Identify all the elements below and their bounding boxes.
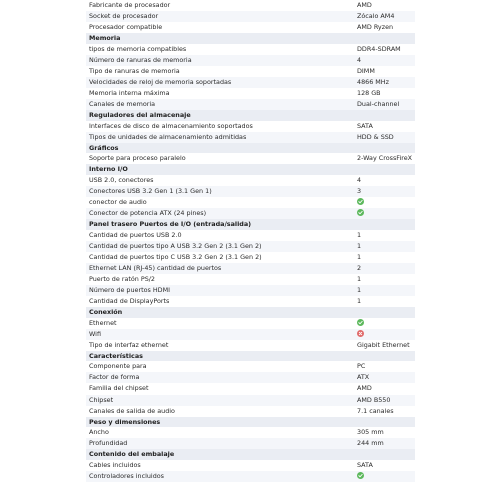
spec-label: Conectores USB 3.2 Gen 1 (3.1 Gen 1) <box>89 186 212 195</box>
spec-value: 1 <box>357 297 362 305</box>
spec-label: Tipo de interfaz ethernet <box>89 340 169 349</box>
spec-value <box>357 329 415 340</box>
spec-value: 305 mm <box>357 428 384 437</box>
spec-value: AMD Ryzen <box>357 23 394 32</box>
check-icon <box>357 472 364 479</box>
spec-value <box>357 318 415 329</box>
spec-row <box>86 361 415 372</box>
spec-label: Cantidad de puertos tipo C USB 3.2 Gen 2 (3.1 Gen 2) <box>89 252 262 261</box>
spec-value: AMD <box>357 384 372 393</box>
spec-label: Ethernet LAN (RJ-45) cantidad de puertos <box>89 263 222 272</box>
spec-row <box>86 11 415 22</box>
spec-value: SATA <box>357 460 373 469</box>
spec-row <box>86 153 415 164</box>
spec-value: AMD <box>357 1 372 9</box>
check-icon <box>357 209 364 216</box>
spec-value <box>357 208 415 219</box>
section-header: Peso y dimensiones <box>86 417 415 428</box>
spec-row <box>86 22 415 33</box>
check-icon <box>357 319 364 326</box>
spec-label: Canales de salida de audio <box>89 406 175 415</box>
spec-row <box>86 208 415 219</box>
spec-value: 1 <box>357 230 362 239</box>
spec-value: 7.1 canales <box>357 406 394 415</box>
spec-row <box>86 438 415 449</box>
spec-label: Controladores incluidos <box>89 471 164 480</box>
spec-label: Memoria interna máxima <box>89 88 170 97</box>
section-header: Memoria <box>86 33 415 44</box>
spec-value: PC <box>357 362 366 371</box>
spec-value: 4 <box>357 55 362 64</box>
spec-row <box>86 230 415 241</box>
spec-row <box>86 340 415 351</box>
spec-value: SATA <box>357 121 373 130</box>
spec-table <box>86 0 415 482</box>
spec-value: Gigabit Ethernet <box>357 340 410 349</box>
spec-row <box>86 427 415 438</box>
spec-label: Canales de memoria <box>89 99 156 108</box>
spec-label: Ethernet <box>89 318 117 327</box>
spec-label: Número de puertos HDMI <box>89 285 171 294</box>
spec-value <box>357 197 415 208</box>
spec-label: Tipos de unidades de almacenamiento admitidas <box>89 132 247 141</box>
spec-label: Ancho <box>89 428 109 437</box>
spec-row <box>86 186 415 197</box>
spec-value <box>357 471 415 482</box>
spec-label: Cantidad de puertos tipo A USB 3.2 Gen 2 (3.1 Gen 2) <box>89 241 262 250</box>
spec-value: 1 <box>357 252 362 261</box>
spec-row <box>86 329 415 340</box>
spec-label: Número de ranuras de memoria <box>89 55 192 64</box>
spec-value: 244 mm <box>357 439 384 448</box>
spec-row <box>86 460 415 471</box>
spec-label: USB 2.0, conectores <box>89 175 154 184</box>
spec-row <box>86 372 415 383</box>
spec-label: Soporte para proceso paralelo <box>89 154 186 163</box>
section-header: Conexión <box>86 307 415 318</box>
spec-row <box>86 197 415 208</box>
spec-label: Familia del chipset <box>89 384 149 393</box>
cross-icon <box>357 330 364 337</box>
spec-row <box>86 99 415 110</box>
spec-row <box>86 132 415 143</box>
section-header: Gráficos <box>86 143 415 154</box>
spec-value: 1 <box>357 285 362 294</box>
spec-row <box>86 263 415 274</box>
spec-row <box>86 66 415 77</box>
spec-row <box>86 121 415 132</box>
spec-row <box>86 471 415 482</box>
spec-row <box>86 285 415 296</box>
spec-row <box>86 383 415 394</box>
spec-label: Factor de forma <box>89 373 140 382</box>
spec-value: Dual-channel <box>357 99 400 108</box>
spec-label: Profundidad <box>89 439 128 448</box>
spec-value: 1 <box>357 274 362 283</box>
spec-value: DIMM <box>357 66 375 75</box>
spec-value: Zócalo AM4 <box>357 12 395 21</box>
spec-value: DDR4-SDRAM <box>357 44 401 53</box>
spec-row <box>86 395 415 406</box>
check-icon <box>357 198 364 205</box>
spec-row <box>86 318 415 329</box>
spec-row <box>86 252 415 263</box>
spec-row <box>86 55 415 66</box>
spec-row <box>86 406 415 417</box>
spec-value: 128 GB <box>357 88 381 97</box>
spec-label: Chipset <box>89 395 114 404</box>
spec-label: Cables incluidos <box>89 460 141 469</box>
spec-value: 4866 MHz <box>357 77 389 86</box>
spec-label: Fabricante de procesador <box>89 1 171 9</box>
spec-label: Procesador compatible <box>89 23 163 32</box>
spec-value: 2 <box>357 263 362 272</box>
spec-label: Componente para <box>89 362 147 371</box>
section-header: Reguladores del almacenaje <box>86 110 415 121</box>
spec-label: Interfaces de disco de almacenamiento soportados <box>89 121 253 130</box>
spec-row <box>86 274 415 285</box>
spec-row <box>86 88 415 99</box>
section-header: Interno I/O <box>86 164 415 175</box>
spec-label: Tipo de ranuras de memoria <box>89 66 180 75</box>
spec-row <box>86 175 415 186</box>
spec-label: conector de audio <box>89 198 147 207</box>
section-header: Características <box>86 351 415 362</box>
spec-label: Conector de potencia ATX (24 pines) <box>89 209 207 218</box>
spec-label: Wifi <box>89 329 101 338</box>
spec-label: tipos de memoria compatibles <box>89 44 187 53</box>
spec-value: 2-Way CrossFireX <box>357 154 413 163</box>
spec-row <box>86 77 415 88</box>
spec-row <box>86 0 415 11</box>
spec-label: Velocidades de reloj de memoria soportadas <box>89 77 232 86</box>
spec-label: Puerto de ratón PS/2 <box>89 274 155 283</box>
spec-row <box>86 296 415 307</box>
spec-row <box>86 44 415 55</box>
spec-row <box>86 241 415 252</box>
spec-label: Socket de procesador <box>89 12 159 21</box>
section-header: Panel trasero Puertos de I/O (entrada/salida) <box>86 219 415 230</box>
section-header: Contenido del embalaje <box>86 449 415 460</box>
spec-value: 4 <box>357 175 362 184</box>
spec-value: 1 <box>357 241 362 250</box>
spec-value: AMD B550 <box>357 395 391 404</box>
spec-value: HDD & SSD <box>357 132 394 141</box>
spec-label: Cantidad de DisplayPorts <box>89 297 170 305</box>
spec-value: ATX <box>357 373 370 382</box>
spec-label: Cantidad de puertos USB 2.0 <box>89 230 182 239</box>
spec-value: 3 <box>357 186 362 195</box>
